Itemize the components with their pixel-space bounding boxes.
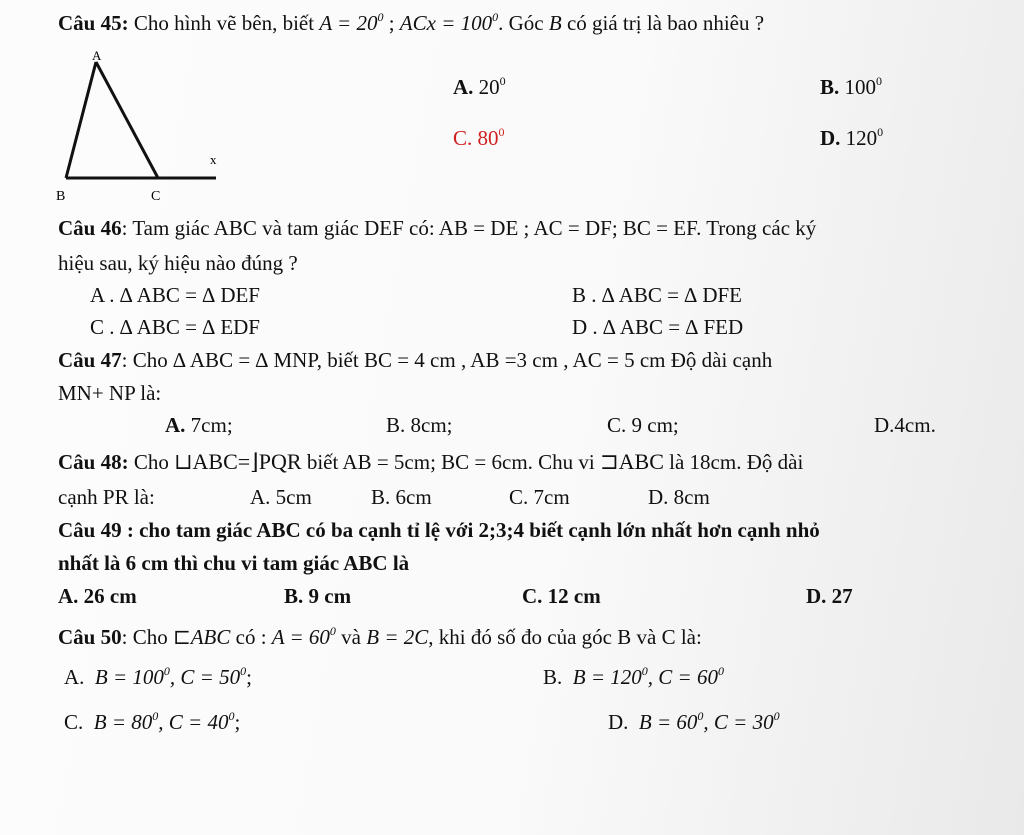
q45-option-d[interactable]: D. $120^0$ (820, 125, 884, 150)
q48-option-b[interactable]: B. 6cm (371, 485, 432, 509)
q48-congruence-symbol: ⊔ABC=⌋PQR (174, 449, 302, 474)
q48-option-a[interactable]: A. 5cm (250, 485, 312, 509)
q47-option-a[interactable]: A. 7cm; (165, 413, 233, 437)
q49-question-line1: Câu 49 : cho tam giác ABC có ba cạnh tỉ lệ với 2;3;4 biết cạnh lớn nhất hơn cạnh nhỏ (58, 518, 820, 542)
q45-option-a[interactable]: A. $20^0$ (453, 74, 506, 99)
q46-label: Câu 46 (58, 216, 122, 240)
q46-option-a[interactable]: A . ∆ ABC = ∆ DEF (90, 283, 260, 307)
q46-option-d[interactable]: D . ∆ ABC = ∆ FED (572, 315, 744, 339)
q47-question-line2: MN+ NP là: (58, 381, 162, 405)
point-label-b: B (56, 189, 66, 204)
q46-option-b[interactable]: B . ∆ ABC = ∆ DFE (572, 283, 742, 307)
q50-option-c[interactable]: C. $B = 80^0$, $C = 40^0$; (64, 709, 241, 734)
q45-option-b[interactable]: B. $100^0$ (820, 74, 883, 99)
q49-option-b[interactable]: B. 9 cm (284, 584, 352, 608)
q50-option-a[interactable]: A. $B = 100^0$, $C = 50^0$; (64, 664, 252, 689)
q45-triangle-figure (50, 48, 230, 208)
q50-option-d[interactable]: D. $B = 60^0$, $C = 30^0$ (608, 709, 780, 734)
q48-option-d[interactable]: D. 8cm (648, 485, 710, 509)
q50-question: Câu 50: Cho ⊏ABC có : $A = 60^0$ và B = 2C, khi đó số đo của góc B và C là: (58, 624, 702, 649)
q48-triangle-symbol: ⊐ABC (600, 449, 664, 474)
q49-option-d[interactable]: D. 27 (806, 584, 853, 608)
segment-ab (66, 62, 96, 178)
point-label-x: x (210, 152, 217, 167)
q46-question-line2: hiệu sau, ký hiệu nào đúng ? (58, 251, 298, 275)
segment-ac (96, 62, 158, 178)
q48-option-c[interactable]: C. 7cm (509, 485, 570, 509)
q45-option-c[interactable]: C. $80^0$ (453, 125, 505, 150)
q47-label: Câu 47 (58, 348, 122, 372)
q45-formula-acx: ACx = $100^0$ (399, 10, 499, 35)
q48-question-line1: Câu 48: Cho ⊔ABC=⌋PQR biết AB = 5cm; BC = 6cm. Chu vi ⊐ABC là 18cm. Độ dài (58, 449, 804, 474)
q45-formula-a: $A = 20^0$ (319, 10, 384, 35)
q46-question-line1: Câu 46: Tam giác ABC và tam giác DEF có: AB = DE ; AC = DF; BC = EF. Trong các ký (58, 216, 817, 240)
q50-triangle-symbol: ⊏ABC (172, 625, 231, 649)
q49-option-c[interactable]: C. 12 cm (522, 584, 601, 608)
q47-option-b[interactable]: B. 8cm; (386, 413, 453, 437)
point-label-c: C (151, 189, 161, 204)
q47-option-d[interactable]: D.4cm. (874, 413, 936, 437)
point-label-a: A (92, 48, 102, 63)
q49-question-line2: nhất là 6 cm thì chu vi tam giác ABC là (58, 551, 410, 575)
q45-label: Câu 45: (58, 11, 129, 35)
q48-label: Câu 48: (58, 450, 129, 474)
q50-label: Câu 50 (58, 625, 122, 649)
q49-option-a[interactable]: A. 26 cm (58, 584, 137, 608)
q50-option-b[interactable]: B. $B = 120^0$, $C = 60^0$ (543, 664, 724, 689)
q47-option-c[interactable]: C. 9 cm; (607, 413, 679, 437)
q47-question-line1: Câu 47: Cho ∆ ABC = ∆ MNP, biết BC = 4 cm , AB =3 cm , AC = 5 cm Độ dài cạnh (58, 348, 773, 372)
q45-question: Câu 45: Cho hình vẽ bên, biết $A = 20^0$ ; ACx = $100^0$. Góc B có giá trị là bao nhiêu ? (58, 10, 765, 35)
q48-question-line2: cạnh PR là: (58, 485, 155, 509)
q46-option-c[interactable]: C . ∆ ABC = ∆ EDF (90, 315, 260, 339)
